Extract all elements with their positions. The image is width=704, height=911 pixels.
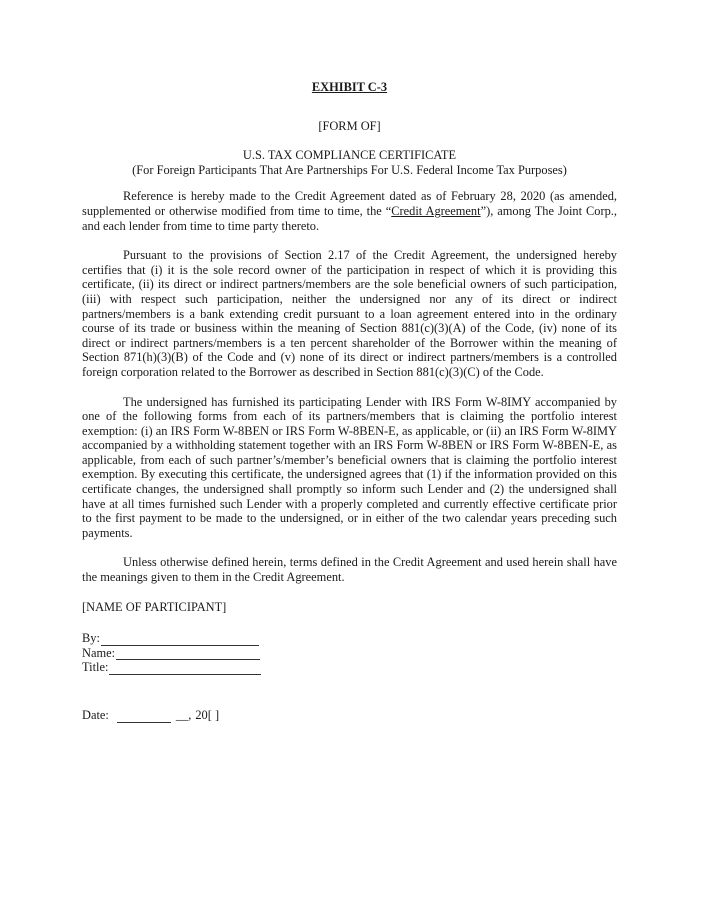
title-line — [82, 660, 617, 675]
reference-text-before: Reference is hereby made to the Credit Agreement dated as of February 28, 2020 (as amended, supplemented or otherwise modified from time to time, the “ — [82, 189, 617, 218]
reference-paragraph — [82, 189, 617, 233]
certification-paragraph: Pursuant to the provisions of Section 2.17 of the Credit Agreement, the undersigned hereby certifies that (i) it is the sole record owner of the participation in respect of which it is providing this certificate, (ii) its direct or indirect partners/members are the sole beneficial owners of such participation, (iii) with respect such participation, neither the undersigned nor any of its direct or indirect partners/members is a bank extending credit pursuant to a loan agreement entered into in the ordinary course of its trade or business within the meaning of Section 881(c)(3)(A) of the Code, (iv) none of its direct or indirect partners/members is a ten percent shareholder of the Borrower within the meaning of Section 871(h)(3)(B) of the Code and (v) none of its direct or indirect partners/members is a controlled foreign corporation related to the Borrower as described in Section 881(c)(3)(C) of the Code. — [82, 248, 617, 379]
forms-paragraph: The undersigned has furnished its participating Lender with IRS Form W-8IMY accompanied by one of the following forms from each of its partners/members that is claiming the portfolio interest exemption: (i) an IRS Form W-8BEN or IRS Form W-8BEN-E, as applicable, or (ii) an IRS Form W-8IMY accompanied by a withholding statement together with an IRS Form W-8BEN or IRS Form W-8BEN-E, as applicable, from each of such partner’s/member’s beneficial owners that is claiming the portfolio interest exemption. By executing this certificate, the undersigned agrees that (1) if the information provided on this certificate changes, the undersigned shall promptly so inform such Lender and (2) the undersigned shall have at all times furnished such Lender with a properly completed and currently effective certificate prior to the first payment to be made to the undersigned, or in either of the two calendar years preceding such payments. — [82, 394, 617, 540]
date-month-field[interactable] — [117, 711, 171, 723]
certificate-subtitle: (For Foreign Participants That Are Partnerships For U.S. Federal Income Tax Purposes) — [132, 162, 567, 177]
participant-name-placeholder: [NAME OF PARTICIPANT] — [82, 599, 227, 614]
form-of-label: [FORM OF] — [318, 118, 381, 133]
name-label: Name: — [82, 645, 116, 660]
title-label: Title: — [82, 660, 109, 675]
date-label: Date: — [82, 708, 109, 722]
document-page — [82, 80, 617, 723]
reference-text-after: ”), among The Joint Corp., and each lender from time to time party thereto. — [82, 203, 618, 233]
signature-block — [82, 631, 617, 675]
certificate-title: U.S. TAX COMPLIANCE CERTIFICATE — [242, 148, 457, 163]
name-field[interactable] — [116, 648, 260, 660]
by-signature-field[interactable] — [101, 634, 259, 646]
definitions-paragraph: Unless otherwise defined herein, terms defined in the Credit Agreement and used herein shall have the meanings given to them in the Credit Agreement. — [82, 555, 617, 585]
by-line — [82, 631, 617, 646]
title-field[interactable] — [109, 663, 261, 675]
date-day-separator: __, — [175, 708, 192, 722]
exhibit-heading: EXHIBIT C-3 — [311, 80, 388, 94]
credit-agreement-defined-term: Credit Agreement — [391, 203, 481, 218]
date-year: 20[ ] — [195, 708, 220, 722]
by-label: By: — [82, 631, 100, 646]
date-line — [82, 708, 617, 723]
name-line — [82, 646, 617, 661]
